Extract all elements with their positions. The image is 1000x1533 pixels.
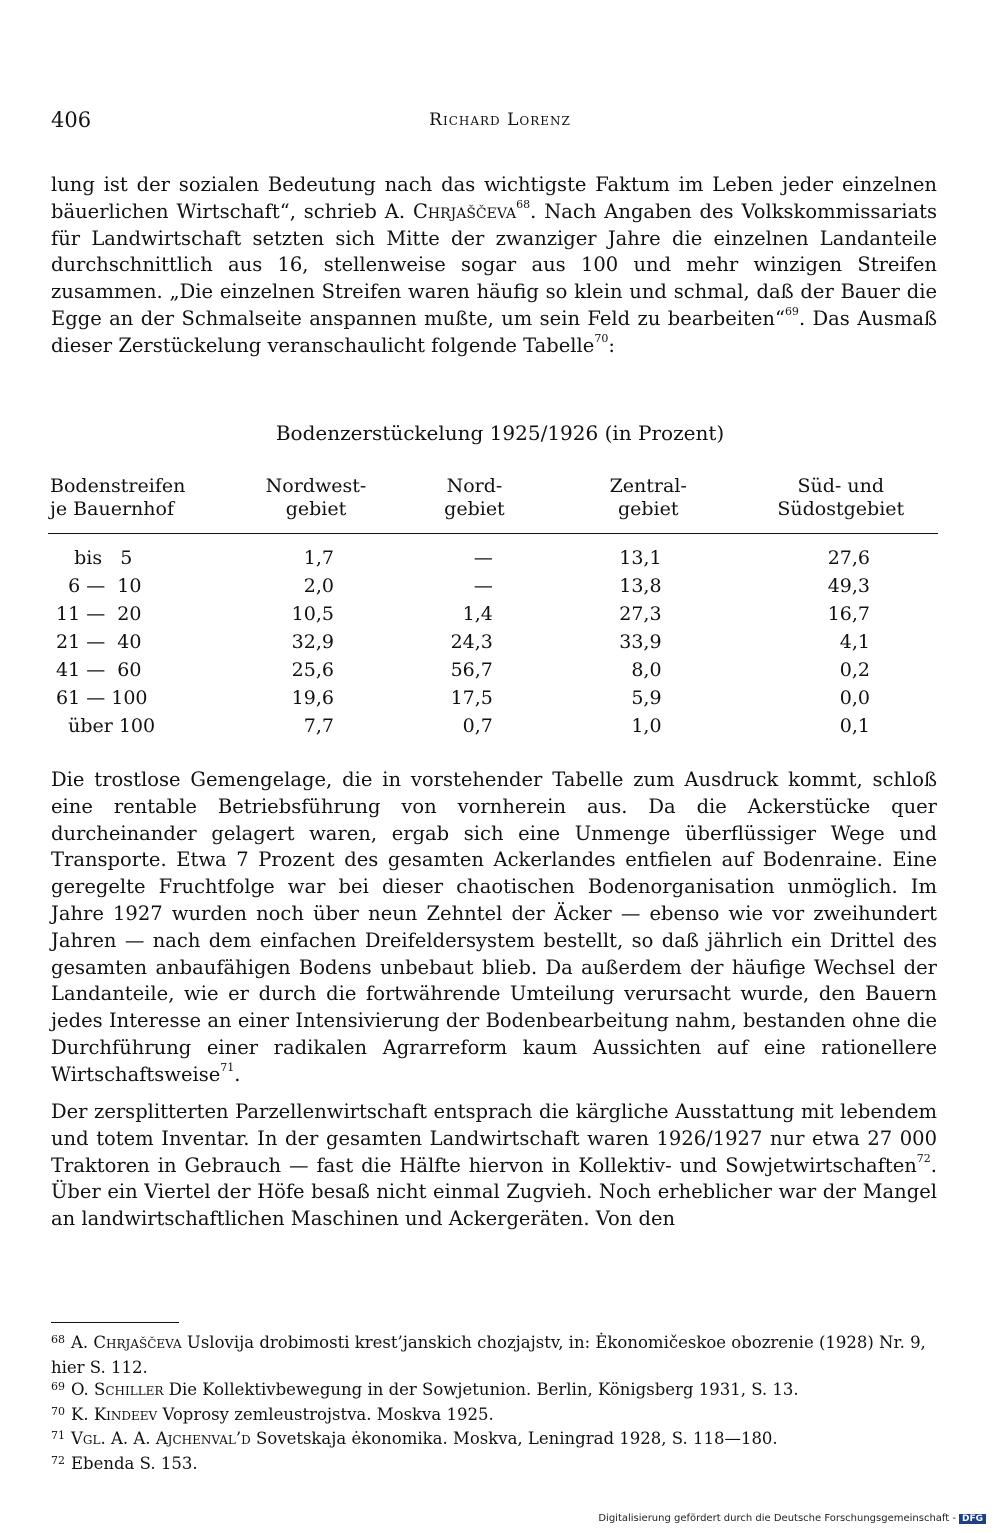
running-head: Richard Lorenz [429,110,571,130]
footnote-text: Sovetskaja ėkonomika. Moskva, Leningrad 1928, S. 118—180. [250,1429,778,1448]
table-cell: 49,3 [827,575,870,597]
footnote-mark: 71 [51,1429,65,1442]
footnote-mark: 69 [51,1380,65,1393]
para3-text-a: Der zersplitterten Parzellenwirtschaft entsprach die kärgliche Ausstattung mit lebendem und totem Inventar. In der gesamten Landwirtschaft waren 1926/1927 nur etwa 27 000 Traktoren in Gebrauch — fast die Hälfte hiervon in Kollektiv- und Sowjetwirtschaften [51,1100,937,1177]
table-cell: 8,0 [631,659,662,681]
table-row [48,600,938,628]
author-name: Chrjaščeva [412,199,517,223]
table-cell: 27,6 [827,547,870,569]
header-line: je Bauernhof [50,498,174,520]
header-line: Nordwest- [265,475,367,497]
table-cell: 5,9 [631,687,662,709]
body-paragraph-1 [51,172,937,360]
table-cell: 19,6 [291,687,334,709]
table-cell: 16,7 [827,603,870,625]
table-cell: 13,1 [619,547,662,569]
page-number: 406 [51,108,92,132]
para1-text-a: lung ist der sozialen Bedeutung nach das wichtigste Faktum im Leben jeder einzelnen bäuerlichen Wirtschaft“, schrieb A. [51,173,937,223]
table-cell: 1,4 [462,603,493,625]
footnote-ref-70[interactable]: 70 [594,332,609,346]
header-line: Bodenstreifen [50,475,186,497]
table-title: Bodenzerstückelung 1925/1926 (in Prozent) [275,421,725,445]
table-cell: 13,8 [619,575,662,597]
table-cell: 6 — 10 [56,575,142,597]
table-cell: 17,5 [450,687,493,709]
footnote-author: A. Chrjaščeva [71,1333,182,1352]
table-cell: — [473,547,493,569]
table-cell: 0,2 [839,659,870,681]
table-cell: über 100 [56,715,156,737]
header-line: gebiet [444,498,505,520]
footnote-mark: 72 [51,1453,65,1467]
table-cell: 0,0 [839,687,870,709]
dfg-logo-icon: DFG [959,1514,986,1524]
footnote-author: K. Kindeev [71,1404,158,1424]
table-cell: 61 — 100 [56,687,148,709]
table-cell: 0,1 [839,715,870,737]
table-cell: 41 — 60 [56,659,142,681]
para2-text-b: . [234,1062,241,1086]
table-cell: 4,1 [839,631,870,653]
table-cell: 56,7 [450,659,493,681]
footnote-72 [51,1453,937,1478]
table-cell: 1,7 [303,547,334,569]
footnote-text: Die Kollektivbewegung in der Sowjetunion. Berlin, Königsberg 1931, S. 13. [163,1380,799,1399]
table-cell: 2,0 [303,575,334,597]
table-cell: — [473,575,493,597]
footnotes [51,1332,937,1477]
table-cell: 0,7 [462,715,493,737]
table-cell: bis 5 [56,547,133,569]
footnote-author: O. Schiller [71,1380,164,1399]
col-header-nord [396,475,553,534]
table-cell: 27,3 [619,603,662,625]
footnote-71 [51,1428,937,1453]
footnote-divider [51,1322,179,1323]
footnote-ref-71[interactable]: 71 [220,1061,235,1075]
table-row [48,712,938,740]
table-cell: 32,9 [291,631,334,653]
col-header-bodenstreifen [48,475,236,534]
table-cell: 25,6 [291,659,334,681]
table-row [48,656,938,684]
header-line: Südostgebiet [777,498,905,520]
para2-text-a: Die trostlose Gemengelage, die in vorstehender Tabelle zum Ausdruck kommt, schloß eine rentable Betriebsführung von vornherein aus. Da die Ackerstücke quer durcheinander gelagert waren, ergab sich eine Unmenge überflüssiger Wege und Transporte. Etwa 7 Prozent des gesamten Ackerlandes entfielen auf Bodenraine. Eine geregelte Fruchtfolge war bei dieser chaotischen Bodenorganisation unmöglich. Im Jahre 1927 wurden noch über neun Zehntel der Äcker — ebenso wie vor zweihundert Jahren — nach dem einfachen Dreifeldersystem bestellt, so daß jährlich ein Drittel des gesamten anbaufähigen Bodens unbebaut blieb. Da außerdem der häufige Wechsel der Landanteile, wie er durch die fortwährende Umteilung verursacht wurde, den Bauern jedes Interesse an einer Intensivierung der Bodenbearbeitung nahm, bestanden ohne die Durchführung einer radikalen Agrarreform kaum Aussichten auf eine rationellere Wirtschaftsweise [51,768,937,1086]
table-cell: 10,5 [291,603,334,625]
table-header-row [48,475,938,534]
data-table-wrapper [48,475,938,740]
footnote-author: Ebenda S. 153. [71,1453,198,1473]
para1-text-c: . Das Ausmaß dieser Zerstückelung veranschaulicht folgende Tabelle [51,306,938,357]
table-row [48,572,938,600]
para3-text-b: . Über ein Viertel der Höfe besaß nicht einmal Zugvieh. Noch erheblicher war der Mangel an landwirtschaftlichen Maschinen und Ackergeräten. Von den [51,1153,937,1231]
header-line: gebiet [285,498,347,520]
header-line: Nord- [446,475,503,497]
col-header-sued [744,475,938,534]
footnote-mark: 70 [51,1404,65,1418]
table-cell: 24,3 [450,631,493,653]
table-cell: 33,9 [619,631,662,653]
footnote-author: Vgl. A. A. Ajchenval’d [71,1429,251,1448]
footnote-69 [51,1379,937,1404]
header-line: Süd- und [797,475,885,497]
para1-text-d: : [608,333,615,357]
footnote-mark: 68 [51,1333,65,1346]
footnote-text: Voprosy zemleustrojstva. Moskva 1925. [157,1404,494,1424]
footnote-68 [51,1332,937,1379]
table-row [48,684,938,712]
table-cell: 11 — 20 [56,603,142,625]
header-line: gebiet [617,498,679,520]
footnote-text: Uslovija drobimosti krest’janskich chozjajstv, in: Ėkonomičeskoe obozrenie (1928) Nr. 9, hier S. 112. [51,1333,926,1377]
footnote-ref-72[interactable]: 72 [916,1152,931,1166]
table-cell: 1,0 [631,715,662,737]
table-row [48,628,938,656]
body-paragraph-3 [51,1099,937,1233]
digitization-credit [598,1513,986,1524]
footnote-ref-69[interactable]: 69 [784,305,799,319]
footnote-70 [51,1404,937,1429]
table-row [48,534,938,573]
credit-text: Digitalisierung gefördert durch die Deutsche Forschungsgemeinschaft - [598,1513,956,1524]
table-cell: 21 — 40 [56,631,142,653]
data-table [48,475,938,740]
para1-text-b: . Nach Angaben des Volkskommissariats für Landwirtschaft setzten sich Mitte der zwanziger Jahre die einzelnen Landanteile durchschnittlich aus 16, stellenweise sogar aus 100 und mehr winzigen Streifen zusammen. „Die einzelnen Streifen waren häufig so klein und schmal, daß der Bauer die Egge an der Schmalseite anspannen mußte, um sein Feld zu bearbeiten“ [51,199,937,330]
col-header-nordwest [236,475,396,534]
body-paragraph-2 [51,767,937,1089]
header-line: Zentral- [609,475,687,497]
footnote-ref-68[interactable]: 68 [516,198,531,212]
table-cell: 7,7 [303,715,334,737]
col-header-zentral [553,475,744,534]
